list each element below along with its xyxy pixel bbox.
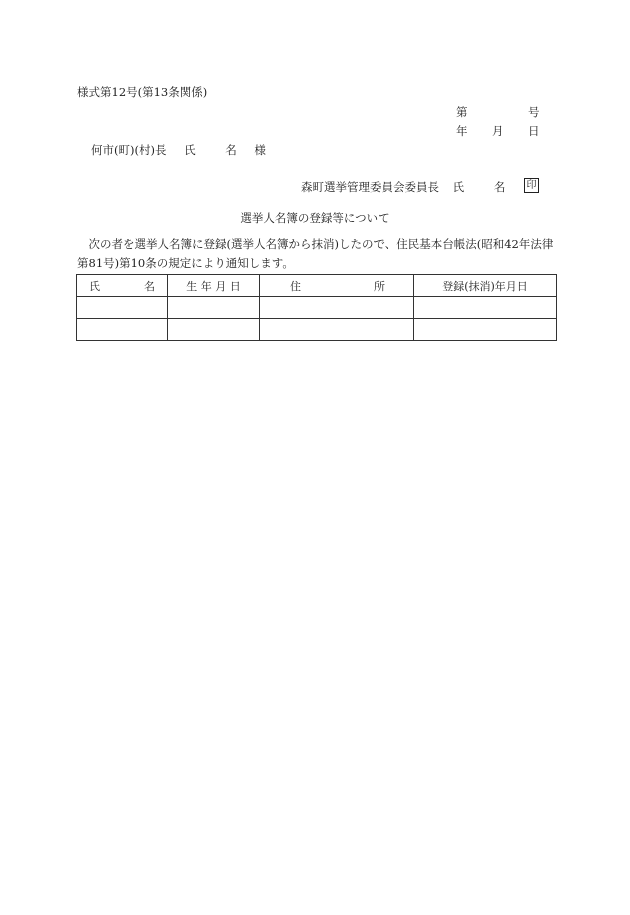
cell-address <box>260 319 414 341</box>
cell-birth-date <box>168 319 260 341</box>
header-address <box>260 275 414 297</box>
document-title: 選挙人名簿の登録等について <box>240 211 390 225</box>
date-day: 日 <box>528 124 540 138</box>
header-name <box>77 275 168 297</box>
cell-name <box>77 319 168 341</box>
table-header-row <box>77 275 557 297</box>
seal-stamp: 印 <box>524 178 539 193</box>
form-number: 様式第12号(第13条関係) <box>77 85 208 99</box>
date-month: 月 <box>492 124 504 138</box>
sender-name-label-a: 氏 <box>452 180 465 194</box>
addressee-name-label-b: 名 <box>225 143 237 157</box>
number-prefix: 第 <box>456 105 468 119</box>
sender-name-label-b: 名 <box>493 180 506 194</box>
header-name-b: 名 <box>144 279 155 293</box>
cell-name <box>77 297 168 319</box>
addressee-office: 何市(町)(村)長 <box>91 143 167 157</box>
cell-registration-date <box>414 297 557 319</box>
cell-birth-date <box>168 297 260 319</box>
addressee-name-label-a: 氏 <box>184 143 196 157</box>
header-name-a: 氏 <box>89 279 100 293</box>
table-row <box>77 297 557 319</box>
header-address-a: 住 <box>290 279 301 293</box>
sender-title: 森町選挙管理委員会委員長 <box>301 180 439 194</box>
header-address-b: 所 <box>374 279 385 293</box>
table-row <box>77 319 557 341</box>
body-text: 次の者を選挙人名簿に登録(選挙人名簿から抹消)したので、住民基本台帳法(昭和42年法律第81号)第10条の規定により通知します。 <box>77 237 554 270</box>
addressee <box>91 143 266 157</box>
header-registration-date: 登録(抹消)年月日 <box>414 275 557 297</box>
cell-address <box>260 297 414 319</box>
registration-table <box>76 274 557 341</box>
sender <box>301 180 505 194</box>
header-birth-date: 生 年 月 日 <box>168 275 260 297</box>
number-suffix: 号 <box>528 105 540 119</box>
cell-registration-date <box>414 319 557 341</box>
date-year: 年 <box>456 124 468 138</box>
addressee-honorific: 様 <box>254 143 266 157</box>
